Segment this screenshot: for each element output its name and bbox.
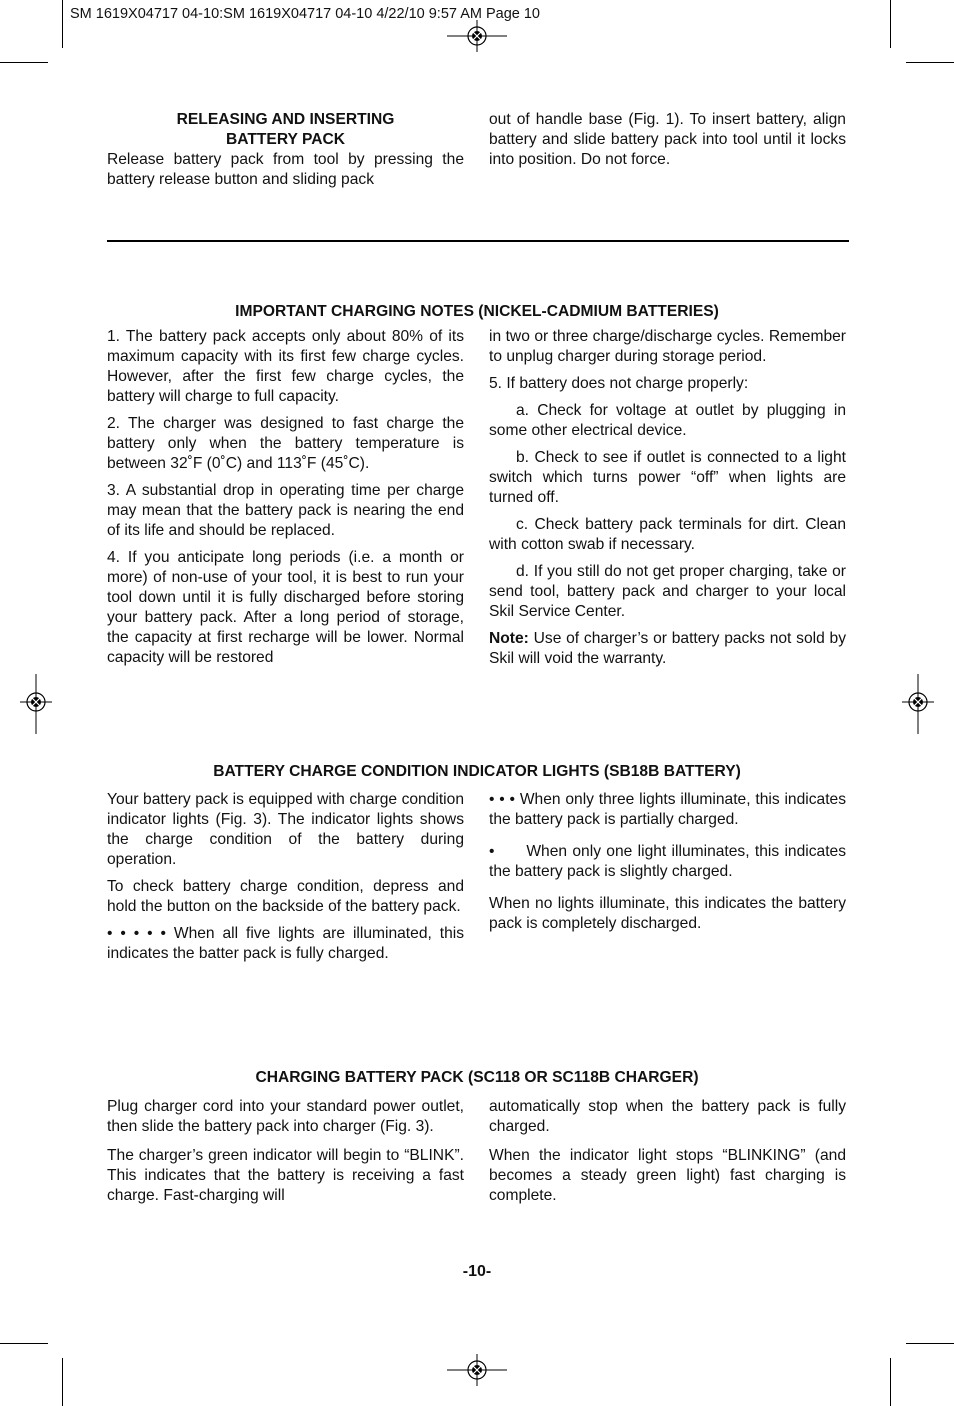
registration-mark-icon [447, 1350, 507, 1390]
crop-mark [0, 62, 48, 63]
note-text: Use of charger’s or battery packs not sold by Skil will void the warranty. [489, 630, 846, 667]
charging-note-item: 1. The battery pack accepts only about 80% of its maximum capacity with its first few charge cycles. However, after the first few charge cycles, the battery will charge to full capacity. [107, 328, 464, 405]
charger-right-column [489, 1097, 846, 1213]
charging-notes-left-column [107, 327, 464, 675]
crop-mark [890, 0, 891, 48]
indicator-heading: BATTERY CHARGE CONDITION INDICATOR LIGHTS (SB18B BATTERY) [213, 763, 741, 780]
charging-note-item-5: 5. If battery does not charge properly: [489, 375, 749, 392]
charger-paragraph: When the indicator light stops “BLINKING” (and becomes a steady green light) fast charging is complete. [489, 1147, 846, 1204]
releasing-heading-line1: RELEASING AND INSERTING [176, 111, 395, 128]
registration-mark-icon [447, 16, 507, 56]
charger-paragraph: Plug charger cord into your standard power outlet, then slide the battery pack into charger (Fig. 3). [107, 1098, 464, 1135]
charging-note-item: 2. The charger was designed to fast charge the battery only when the battery temperature is between 32˚F (0˚C) and 113˚F (45˚C). [107, 415, 464, 472]
releasing-paragraph: Release battery pack from tool by pressing the battery release button and sliding pack [107, 151, 464, 188]
charging-note-item: 3. A substantial drop in operating time per charge may mean that the battery pack is nearing the end of its life and should be replaced. [107, 482, 464, 539]
indicator-paragraph: When no lights illuminate, this indicates the battery pack is completely discharged. [489, 895, 846, 932]
indicator-right-column [489, 790, 851, 941]
page-number: -10- [462, 1263, 492, 1280]
note-label: Note: [489, 630, 529, 647]
crop-mark [906, 62, 954, 63]
section-divider [107, 240, 849, 242]
crop-mark [0, 1343, 48, 1344]
crop-mark [62, 0, 63, 48]
charger-heading: CHARGING BATTERY PACK (SC118 OR SC118B CHARGER) [255, 1069, 699, 1086]
indicator-paragraph: To check battery charge condition, depress and hold the button on the backside of the battery pack. [107, 878, 464, 915]
troubleshoot-step: c. Check battery pack terminals for dirt. Clean with cotton swab if necessary. [489, 516, 846, 553]
print-slug: SM 1619X04717 04-10:SM 1619X04717 04-10 4/22/10 9:57 AM Page 10 [70, 6, 540, 22]
indicator-paragraph: • • • • • When all five lights are illuminated, this indicates the batter pack is fully charged. [107, 925, 464, 962]
charging-notes-heading: IMPORTANT CHARGING NOTES (NICKEL-CADMIUM BATTERIES) [235, 303, 719, 320]
releasing-paragraph-continued: out of handle base (Fig. 1). To insert battery, align battery and slide battery pack into tool until it locks into position. Do not force. [489, 111, 846, 168]
releasing-heading-line2: BATTERY PACK [226, 131, 345, 148]
charger-left-column [107, 1097, 464, 1213]
indicator-left-column [107, 790, 464, 971]
crop-mark [62, 1358, 63, 1406]
troubleshoot-step: b. Check to see if outlet is connected to a light switch which turns power “off” when lights are turned off. [489, 449, 846, 506]
charger-paragraph: automatically stop when the battery pack is fully charged. [489, 1098, 846, 1135]
charging-note-continuation: in two or three charge/discharge cycles. Remember to unplug charger during storage period. [489, 328, 846, 365]
releasing-left-column [107, 150, 464, 197]
charger-paragraph: The charger’s green indicator will begin to “BLINK”. This indicates that the battery is receiving a fast charge. Fast-charging will [107, 1147, 464, 1204]
crop-mark [890, 1358, 891, 1406]
troubleshoot-step: d. If you still do not get proper charging, take or send tool, battery pack and charger to your local Skil Service Center. [489, 563, 846, 620]
registration-mark-icon [16, 674, 56, 734]
charging-note-item: 4. If you anticipate long periods (i.e. a month or more) of non-use of your tool, it is best to run your tool down until it is fully discharged before storing your battery pack. After a long period of storage, the capacity at first recharge will be lower. Normal capacity will be restored [107, 549, 464, 666]
releasing-right-column [489, 110, 846, 177]
charging-notes-right-column [489, 327, 846, 676]
indicator-paragraph: • • • When only three lights illuminate, this indicates the battery pack is partially charged. [489, 791, 846, 828]
indicator-paragraph: Your battery pack is equipped with charge condition indicator lights (Fig. 3). The indicator lights shows the charge condition of the battery during operation. [107, 791, 464, 868]
troubleshoot-step: a. Check for voltage at outlet by plugging in some other electrical device. [489, 402, 846, 439]
releasing-heading [107, 110, 464, 150]
indicator-paragraph: • When only one light illuminates, this indicates the battery pack is slightly charged. [489, 843, 851, 880]
crop-mark [906, 1343, 954, 1344]
registration-mark-icon [898, 674, 938, 734]
warranty-note [489, 629, 846, 669]
